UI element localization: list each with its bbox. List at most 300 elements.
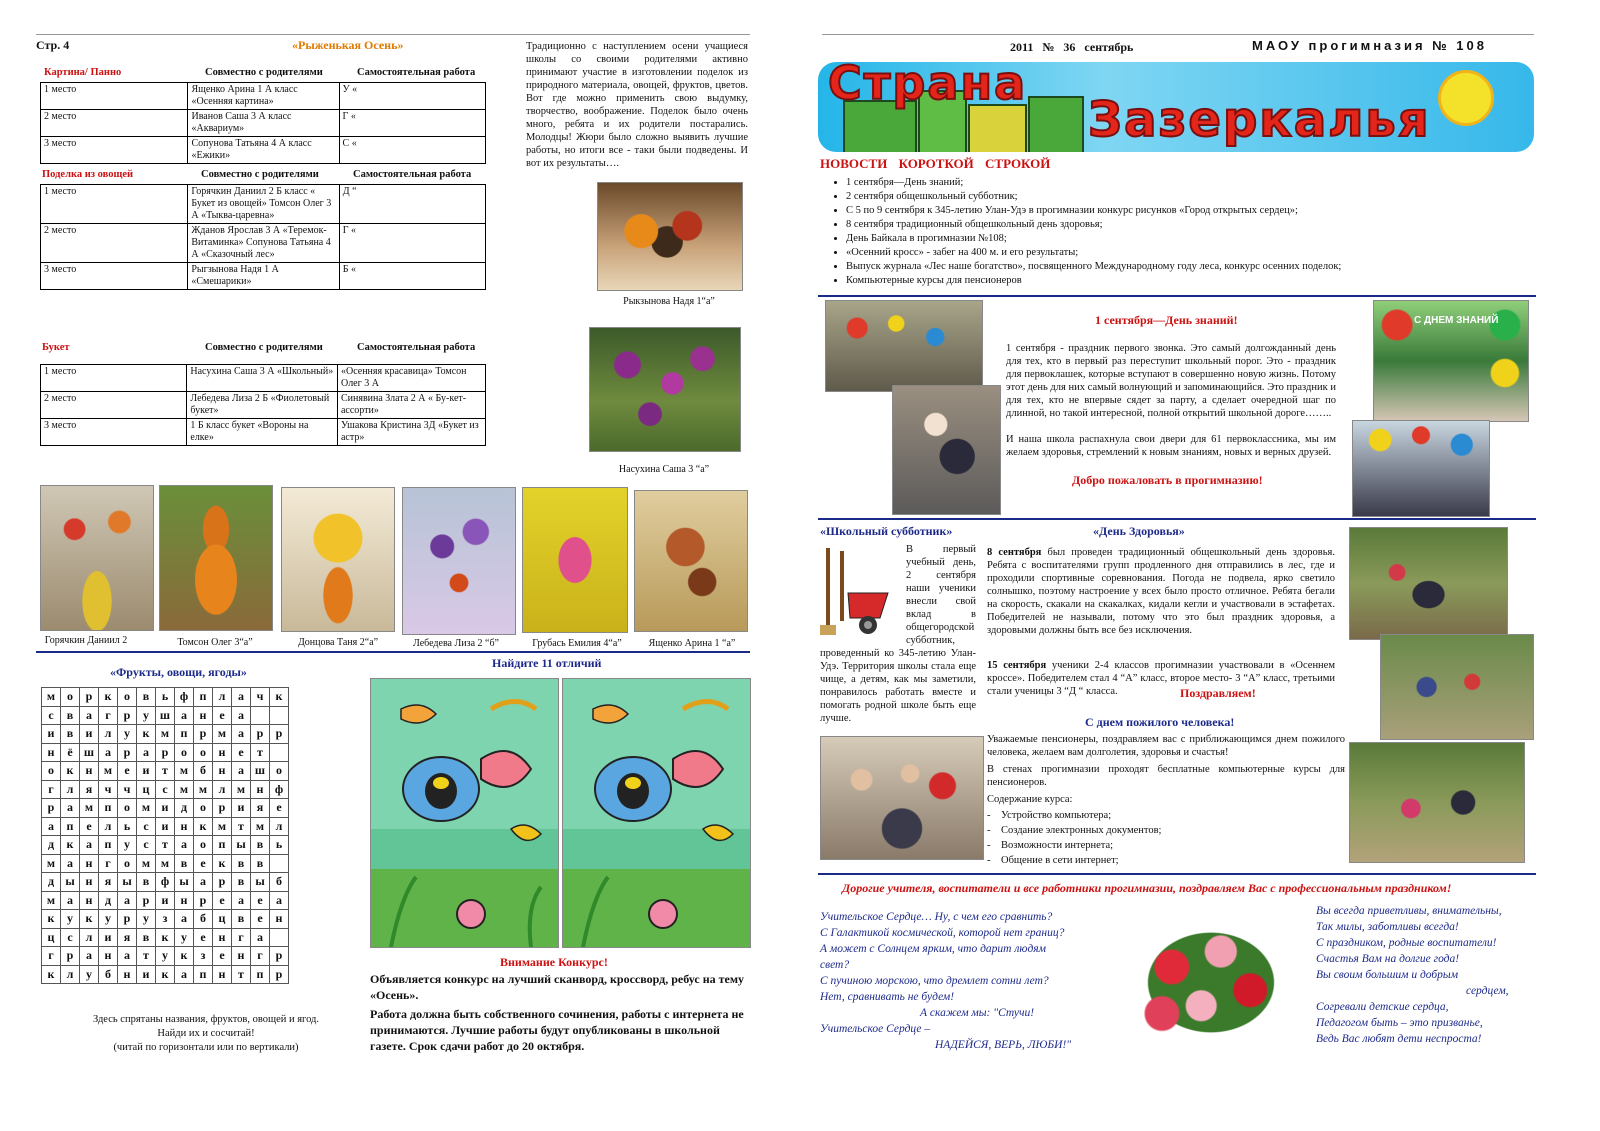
grid-cell: и bbox=[156, 799, 175, 818]
poem-line: НАДЕЙСЯ, ВЕРЬ, ЛЮБИ!" bbox=[935, 1039, 1072, 1051]
photo-health-day-3 bbox=[1349, 742, 1525, 863]
grid-cell: о bbox=[118, 854, 137, 873]
teachers-title: Дорогие учителя, воспитатели и все работники прогимназии, поздравляем Вас с профессиональным праздником! bbox=[842, 881, 1452, 895]
grid-cell: и bbox=[156, 817, 175, 836]
grid-cell: г bbox=[99, 706, 118, 725]
gallery-photo bbox=[402, 487, 516, 635]
difference-picture-left bbox=[370, 678, 559, 948]
gallery-photo bbox=[634, 490, 748, 632]
grid-cell: т bbox=[232, 965, 251, 984]
grid-cell bbox=[251, 706, 270, 725]
grid-cell: я bbox=[251, 799, 270, 818]
table-row bbox=[41, 224, 486, 263]
grid-cell: ц bbox=[137, 780, 156, 799]
news-item: • 8 сентября традиционный общешкольный день здоровья; bbox=[846, 218, 1546, 232]
grid-cell bbox=[270, 706, 289, 725]
grid-cell: и bbox=[137, 762, 156, 781]
grid-cell: р bbox=[270, 947, 289, 966]
grid-cell: р bbox=[270, 725, 289, 744]
knowledge-text: 1 сентября - праздник первого звонка. Это самый долгожданный день для тех, кто в первый раз переступит школьный порог. Это - праздник для первоклашек, которые вступают в совершенно новую жизнь. Потому этот день для них самый волнующий и запоминающийся. Это праздник и для тех, кто не впервые сядет за парту, а сделает очередной шаг по длинной, но такой интересной, полной открытий школьной дороге…….. bbox=[1006, 343, 1336, 419]
place-cell: 2 место bbox=[41, 224, 188, 263]
col-header-self: Самостоятельная работа bbox=[357, 342, 476, 353]
parents-cell: Насухина Саша 3 А «Школьный» bbox=[187, 365, 338, 392]
grid-cell: р bbox=[118, 910, 137, 929]
grid-cell: а bbox=[137, 743, 156, 762]
grid-row bbox=[42, 762, 289, 781]
grid-cell: у bbox=[118, 836, 137, 855]
self-cell: Б « bbox=[339, 263, 485, 290]
grid-cell: ы bbox=[251, 873, 270, 892]
grid-cell: а bbox=[270, 891, 289, 910]
grid-cell: а bbox=[175, 965, 194, 984]
grid-cell: м bbox=[42, 688, 61, 707]
contest-heading: Внимание Конкурс! bbox=[500, 955, 608, 969]
grid-cell: м bbox=[99, 762, 118, 781]
grid-cell: ь bbox=[156, 688, 175, 707]
place-cell: 2 место bbox=[41, 392, 187, 419]
grid-cell: м bbox=[213, 817, 232, 836]
issue-info: 2011 № 36 сентябрь bbox=[1010, 40, 1134, 54]
grid-cell: з bbox=[156, 910, 175, 929]
self-cell: «Осенняя красавица» Томсон Олег 3 А bbox=[337, 365, 485, 392]
intro-text: Традиционно с наступлением осени учащиеся школы со своими родителями активно принимают участие в изготовлении поделок из природного материала, овощей, фруктов, цветов. Вот где можно применить свою выдумку, творчество, воображение. Поделок было очень много, ребята и их родители постарались. Молодцы! Жюри было сложно выявить лучшие работы, но итоги все - таки были подведены. И вот их результаты…. bbox=[526, 41, 748, 169]
grid-cell: в bbox=[137, 873, 156, 892]
grid-cell: ь bbox=[118, 817, 137, 836]
grid-cell: к bbox=[194, 817, 213, 836]
news-item: • 1 сентября—День знаний; bbox=[846, 176, 1546, 190]
parents-cell: Рыгзынова Надя 1 А «Смешарики» bbox=[188, 263, 339, 290]
sun-icon bbox=[1438, 70, 1494, 126]
grid-cell: а bbox=[251, 928, 270, 947]
masthead-banner bbox=[818, 62, 1534, 152]
grid-cell: о bbox=[118, 688, 137, 707]
grid-cell: к bbox=[156, 965, 175, 984]
grid-cell: н bbox=[251, 780, 270, 799]
grid-cell: ф bbox=[175, 688, 194, 707]
poem-line: Нет, сравнивать не будем! bbox=[820, 991, 955, 1003]
grid-row bbox=[42, 706, 289, 725]
health-body: был проведен традиционный общешкольный день здоровья. Ребята с воспитателями групп продленного дня отправились в лес, где и проходили спортивные соревнования. Погода не подвела, ярко светило солнышко, поэтому настроение у всех было просто отличное. Ребята бегали на скорость, скакали на скакалках, кидали кегли и участвовали в эстафетах. Победителей не называли, потому что это был праздник здоровья, а здоровыми должны быть все без исключения. bbox=[987, 547, 1335, 636]
poem-line: свет? bbox=[820, 959, 850, 971]
wordsearch-title: «Фрукты, овощи, ягоды» bbox=[110, 665, 247, 679]
table-row bbox=[41, 185, 486, 224]
section-divider bbox=[36, 651, 750, 653]
table-row bbox=[41, 263, 486, 290]
grid-cell: п bbox=[175, 725, 194, 744]
grid-cell: л bbox=[61, 965, 80, 984]
elderly-text: В стенах прогимназии проходят бесплатные компьютерные курсы для пенсионеров. bbox=[987, 764, 1345, 788]
grid-cell: л bbox=[213, 780, 232, 799]
photo-vegetable-craft bbox=[597, 182, 743, 291]
grid-cell: г bbox=[42, 947, 61, 966]
grid-cell: в bbox=[251, 854, 270, 873]
school-name: МАОУ прогимназия № 108 bbox=[1252, 38, 1487, 53]
grid-cell: с bbox=[61, 928, 80, 947]
grid-cell: л bbox=[99, 725, 118, 744]
grid-cell: ы bbox=[232, 836, 251, 855]
grid-cell: д bbox=[42, 873, 61, 892]
grid-cell: г bbox=[251, 947, 270, 966]
parents-cell: Горячкин Даниил 2 Б класс « Букет из овощей» Томсон Олег 3 А «Тыква-царевна» bbox=[188, 185, 339, 224]
category-label: Поделка из овощей bbox=[42, 169, 134, 180]
grid-cell: п bbox=[61, 817, 80, 836]
grid-cell: т bbox=[251, 743, 270, 762]
grid-cell: р bbox=[118, 706, 137, 725]
table-row bbox=[41, 419, 486, 446]
course-label: Содержание курса: bbox=[987, 794, 1073, 805]
wordsearch-grid bbox=[41, 687, 289, 984]
congrats-text: Поздравляем! bbox=[1180, 686, 1256, 700]
grid-cell: а bbox=[232, 706, 251, 725]
place-cell: 1 место bbox=[41, 185, 188, 224]
col-header-parents: Совместно с родителями bbox=[205, 342, 323, 353]
grid-cell: а bbox=[175, 910, 194, 929]
grid-cell: у bbox=[175, 928, 194, 947]
grid-cell: м bbox=[137, 799, 156, 818]
grid-row bbox=[42, 836, 289, 855]
grid-cell: ч bbox=[99, 780, 118, 799]
grid-cell: е bbox=[251, 910, 270, 929]
grid-cell: а bbox=[175, 836, 194, 855]
grid-cell: д bbox=[99, 891, 118, 910]
photo-health-day-2 bbox=[1380, 634, 1534, 740]
grid-cell: п bbox=[251, 965, 270, 984]
grid-cell: м bbox=[194, 780, 213, 799]
grid-cell: ф bbox=[270, 780, 289, 799]
grid-cell: у bbox=[80, 965, 99, 984]
grid-cell: у bbox=[118, 725, 137, 744]
grid-cell: в bbox=[232, 910, 251, 929]
fish-scene-illustration bbox=[563, 679, 750, 947]
grid-cell: а bbox=[80, 947, 99, 966]
col-header-self: Самостоятельная работа bbox=[353, 169, 472, 180]
grid-cell: ы bbox=[118, 873, 137, 892]
grid-cell: н bbox=[270, 910, 289, 929]
grid-cell bbox=[270, 854, 289, 873]
poem-line: Учительское Сердце – bbox=[820, 1023, 931, 1035]
grid-cell: е bbox=[270, 799, 289, 818]
table-row bbox=[41, 137, 486, 164]
building-icon bbox=[1028, 96, 1084, 152]
date-highlight: 8 сентября bbox=[987, 547, 1042, 558]
grid-cell: о bbox=[194, 743, 213, 762]
col-header-parents: Совместно с родителями bbox=[201, 169, 319, 180]
table-row bbox=[41, 110, 486, 137]
photo-computer-course bbox=[820, 736, 984, 860]
grid-cell: в bbox=[137, 928, 156, 947]
gallery-photo bbox=[40, 485, 154, 631]
grid-cell: н bbox=[80, 762, 99, 781]
news-item: • День Байкала в прогимназии №108; bbox=[846, 232, 1546, 246]
results-table-bouquets bbox=[40, 364, 486, 446]
grid-cell: л bbox=[99, 817, 118, 836]
grid-cell: е bbox=[251, 891, 270, 910]
grid-cell: б bbox=[99, 965, 118, 984]
grid-cell: б bbox=[194, 762, 213, 781]
grid-cell: ч bbox=[118, 780, 137, 799]
grid-cell: ы bbox=[175, 873, 194, 892]
grid-cell: е bbox=[213, 706, 232, 725]
grid-cell: м bbox=[213, 725, 232, 744]
news-item: • Компьютерные курсы для пенсионеров bbox=[846, 274, 1546, 288]
grid-cell: а bbox=[80, 706, 99, 725]
grid-cell: р bbox=[213, 873, 232, 892]
grid-cell: ф bbox=[156, 873, 175, 892]
grid-cell: к bbox=[99, 688, 118, 707]
grid-cell: в bbox=[137, 688, 156, 707]
gallery-caption: Горячкин Даниил 2 bbox=[44, 635, 128, 646]
subbotnik-text bbox=[820, 543, 976, 725]
poem-line: Согревали детские сердца, bbox=[1316, 1001, 1449, 1013]
grid-cell: м bbox=[251, 817, 270, 836]
note-line: Здесь спрятаны названия, фруктов, овощей и ягод. bbox=[92, 1014, 320, 1025]
poem-line: С праздником, родные воспитатели! bbox=[1316, 937, 1497, 949]
page-number: Стр. 4 bbox=[36, 38, 70, 52]
photo-rose-bouquet bbox=[1113, 905, 1309, 1060]
grid-cell: м bbox=[232, 780, 251, 799]
grid-cell: к bbox=[213, 854, 232, 873]
poem-line: А скажем мы: "Стучи! bbox=[920, 1007, 1035, 1019]
grid-cell: н bbox=[99, 947, 118, 966]
grid-cell: н bbox=[42, 743, 61, 762]
parents-cell: 1 Б класс букет «Вороны на елке» bbox=[187, 419, 338, 446]
grid-row bbox=[42, 873, 289, 892]
grid-cell: п bbox=[213, 836, 232, 855]
grid-cell: ш bbox=[156, 706, 175, 725]
building-icon bbox=[968, 104, 1027, 152]
grid-cell: н bbox=[213, 762, 232, 781]
parents-cell: Лебедева Лиза 2 Б «Фиолетовый букет» bbox=[187, 392, 338, 419]
place-cell: 1 место bbox=[41, 83, 188, 110]
news-list bbox=[828, 176, 1546, 288]
grid-cell: и bbox=[99, 928, 118, 947]
top-rule-right bbox=[822, 34, 1534, 35]
grid-row bbox=[42, 910, 289, 929]
poem-line: С Галактикой космической, которой нет границ? bbox=[820, 927, 1065, 939]
photo-health-day-1 bbox=[1349, 527, 1508, 640]
col-header-parents: Совместно с родителями bbox=[205, 67, 323, 78]
table-row bbox=[41, 83, 486, 110]
grid-cell: о bbox=[270, 762, 289, 781]
knowledge-title: 1 сентября—День знаний! bbox=[1095, 313, 1238, 327]
grid-cell: р bbox=[61, 947, 80, 966]
poem-line: Ведь Вас любят дети неспроста! bbox=[1316, 1033, 1482, 1045]
grid-cell: а bbox=[61, 891, 80, 910]
table-row bbox=[41, 365, 486, 392]
grid-cell: м bbox=[137, 854, 156, 873]
health-title: «День Здоровья» bbox=[1093, 524, 1185, 538]
difference-picture-right bbox=[562, 678, 751, 948]
grid-row bbox=[42, 891, 289, 910]
grid-cell: п bbox=[194, 965, 213, 984]
grid-cell: п bbox=[194, 688, 213, 707]
grid-cell bbox=[270, 928, 289, 947]
grid-row bbox=[42, 743, 289, 762]
grid-cell: я bbox=[99, 873, 118, 892]
note-line: (читай по горизонтали или по вертикали) bbox=[113, 1042, 299, 1053]
grid-cell: м bbox=[175, 780, 194, 799]
course-item: - Общение в сети интернет; bbox=[987, 855, 1119, 866]
grid-cell: к bbox=[42, 910, 61, 929]
news-title: НОВОСТИ КОРОТКОЙ СТРОКОЙ bbox=[820, 156, 1051, 171]
grid-cell: в bbox=[175, 854, 194, 873]
grid-cell: р bbox=[80, 688, 99, 707]
grid-cell: в bbox=[251, 836, 270, 855]
grid-cell: а bbox=[118, 891, 137, 910]
elderly-text: Уважаемые пенсионеры, поздравляем вас с приближающимся днем пожилого человека, желаем вам долголетия, здоровья и счастья! bbox=[987, 734, 1345, 758]
masthead-title-line2: Зазеркалья bbox=[1088, 92, 1431, 148]
grid-cell: у bbox=[61, 910, 80, 929]
parents-cell: Жданов Ярослав 3 А «Теремок- Витаминка» Сопунова Татьяна 4 А «Сказочный лес» bbox=[188, 224, 339, 263]
gallery-photo bbox=[522, 487, 628, 633]
self-cell: Ушакова Кристина 3Д «Букет из астр» bbox=[337, 419, 485, 446]
note-line: Найди их и сосчитай! bbox=[157, 1028, 255, 1039]
grid-row bbox=[42, 928, 289, 947]
gallery-caption: Томсон Олег 3“а” bbox=[177, 637, 253, 648]
grid-cell: г bbox=[42, 780, 61, 799]
grid-cell: и bbox=[42, 725, 61, 744]
grid-cell: в bbox=[232, 873, 251, 892]
grid-cell: к bbox=[175, 947, 194, 966]
gallery-photo bbox=[281, 487, 395, 632]
gallery-photo bbox=[159, 485, 273, 631]
section-divider bbox=[818, 295, 1536, 297]
grid-cell: м bbox=[175, 762, 194, 781]
poem-line: Вы всегда приветливы, внимательны, bbox=[1316, 905, 1502, 917]
grid-row bbox=[42, 965, 289, 984]
grid-cell: а bbox=[99, 743, 118, 762]
grid-cell: я bbox=[118, 928, 137, 947]
category-label: Букет bbox=[42, 342, 70, 353]
grid-cell: т bbox=[156, 762, 175, 781]
photo-flower-bouquet bbox=[589, 327, 741, 452]
grid-cell: г bbox=[232, 928, 251, 947]
grid-cell: р bbox=[194, 891, 213, 910]
grid-cell: р bbox=[118, 743, 137, 762]
gallery-caption: Грубась Емилия 4“а” bbox=[532, 638, 622, 649]
grid-cell: а bbox=[232, 891, 251, 910]
grid-cell: с bbox=[137, 836, 156, 855]
grid-cell: к bbox=[61, 836, 80, 855]
grid-cell bbox=[270, 743, 289, 762]
grid-cell: л bbox=[61, 780, 80, 799]
place-cell: 3 место bbox=[41, 137, 188, 164]
grid-cell: к bbox=[156, 928, 175, 947]
grid-cell: к bbox=[137, 725, 156, 744]
grid-row bbox=[42, 817, 289, 836]
grid-cell: у bbox=[99, 910, 118, 929]
grid-cell: е bbox=[194, 928, 213, 947]
date-highlight: 15 сентября bbox=[987, 660, 1047, 671]
course-item: - Устройство компьютера; bbox=[987, 810, 1112, 821]
section-divider bbox=[818, 518, 1536, 520]
grid-cell: е bbox=[80, 817, 99, 836]
grid-cell: т bbox=[232, 817, 251, 836]
poem-line: Счастья Вам на долгие года! bbox=[1316, 953, 1460, 965]
wordsearch-note bbox=[41, 1013, 371, 1055]
place-cell: 3 место bbox=[41, 263, 188, 290]
grid-cell: н bbox=[232, 947, 251, 966]
news-item: • С 5 по 9 сентября к 345-летию Улан-Удэ в прогимназии конкурс рисунков «Город открытых сердец»; bbox=[846, 204, 1546, 218]
parents-cell: Ященко Арина 1 А класс «Осенняя картина» bbox=[188, 83, 339, 110]
grid-cell: б bbox=[194, 910, 213, 929]
grid-cell: м bbox=[156, 854, 175, 873]
photo-first-day-ceremony bbox=[825, 300, 983, 392]
grid-cell: т bbox=[137, 947, 156, 966]
health-text bbox=[987, 546, 1335, 637]
grid-cell: е bbox=[194, 854, 213, 873]
differences-title: Найдите 11 отличий bbox=[492, 656, 602, 670]
grid-cell: а bbox=[118, 947, 137, 966]
grid-cell: н bbox=[194, 706, 213, 725]
table-row bbox=[41, 392, 486, 419]
self-cell: С « bbox=[339, 137, 485, 164]
poem-right bbox=[1316, 903, 1536, 1047]
photo-stage-banner bbox=[1373, 300, 1529, 422]
poem-line: А может с Солнцем ярким, что дарит людям bbox=[820, 943, 1046, 955]
grid-row bbox=[42, 799, 289, 818]
place-cell: 1 место bbox=[41, 365, 187, 392]
self-cell: У « bbox=[339, 83, 485, 110]
grid-cell: ы bbox=[61, 873, 80, 892]
grid-cell: м bbox=[80, 799, 99, 818]
grid-cell: н bbox=[80, 873, 99, 892]
welcome-text: Добро пожаловать в прогимназию! bbox=[1072, 473, 1263, 487]
health-text bbox=[987, 659, 1335, 698]
grid-cell: в bbox=[61, 706, 80, 725]
grid-cell: ц bbox=[42, 928, 61, 947]
grid-cell: о bbox=[194, 836, 213, 855]
self-cell: Д “ bbox=[339, 185, 485, 224]
grid-cell: н bbox=[80, 891, 99, 910]
grid-cell: г bbox=[99, 854, 118, 873]
grid-cell: а bbox=[232, 725, 251, 744]
grid-cell: н bbox=[213, 743, 232, 762]
grid-cell: о bbox=[42, 762, 61, 781]
gallery-caption: Лебедева Лиза 2 “б” bbox=[413, 638, 499, 649]
grid-row bbox=[42, 688, 289, 707]
grid-cell: з bbox=[194, 947, 213, 966]
grid-cell: у bbox=[156, 947, 175, 966]
grid-cell: д bbox=[42, 836, 61, 855]
grid-cell: и bbox=[137, 965, 156, 984]
grid-row bbox=[42, 780, 289, 799]
grid-row bbox=[42, 854, 289, 873]
grid-cell: б bbox=[270, 873, 289, 892]
course-item: - Создание электронных документов; bbox=[987, 825, 1162, 836]
news-item: • «Осенний кросс» - забег на 400 м. и его результаты; bbox=[846, 246, 1546, 260]
grid-cell: к bbox=[61, 762, 80, 781]
grid-cell: н bbox=[175, 817, 194, 836]
grid-cell: л bbox=[270, 817, 289, 836]
photo-first-graders bbox=[892, 385, 1001, 515]
subbotnik-body: В первый учебный день, 2 сентября наши ученики внесли свой вклад в общегородской субботник, проведенный ко 345-летию Улан-Удэ. Территория школы стала еще чище, а детям, как мы заметили, понравилось работать вместе и помогать родной школе быть еще лучше. bbox=[820, 544, 976, 724]
poem-line: сердцем, bbox=[1466, 985, 1509, 997]
grid-cell: в bbox=[232, 854, 251, 873]
photo-crowd-balloons bbox=[1352, 420, 1490, 517]
place-cell: 3 место bbox=[41, 419, 187, 446]
knowledge-text: И наша школа распахнула свои двери для 61 первоклассника, мы им желаем здоровья, стремлений к новым знаниям, новых и верных друзей. bbox=[1006, 434, 1336, 458]
grid-cell: с bbox=[42, 706, 61, 725]
grid-cell: а bbox=[232, 762, 251, 781]
grid-cell: а bbox=[175, 706, 194, 725]
grid-cell: а bbox=[232, 688, 251, 707]
grid-cell: о bbox=[61, 688, 80, 707]
banner-text: С ДНЕМ ЗНАНИЙ bbox=[1414, 315, 1499, 326]
results-table-vegetables bbox=[40, 184, 486, 290]
contest-text: Объявляется конкурс на лучший сканворд, кроссворд, ребус на тему «Осень». bbox=[370, 972, 745, 1002]
grid-cell: н bbox=[80, 854, 99, 873]
